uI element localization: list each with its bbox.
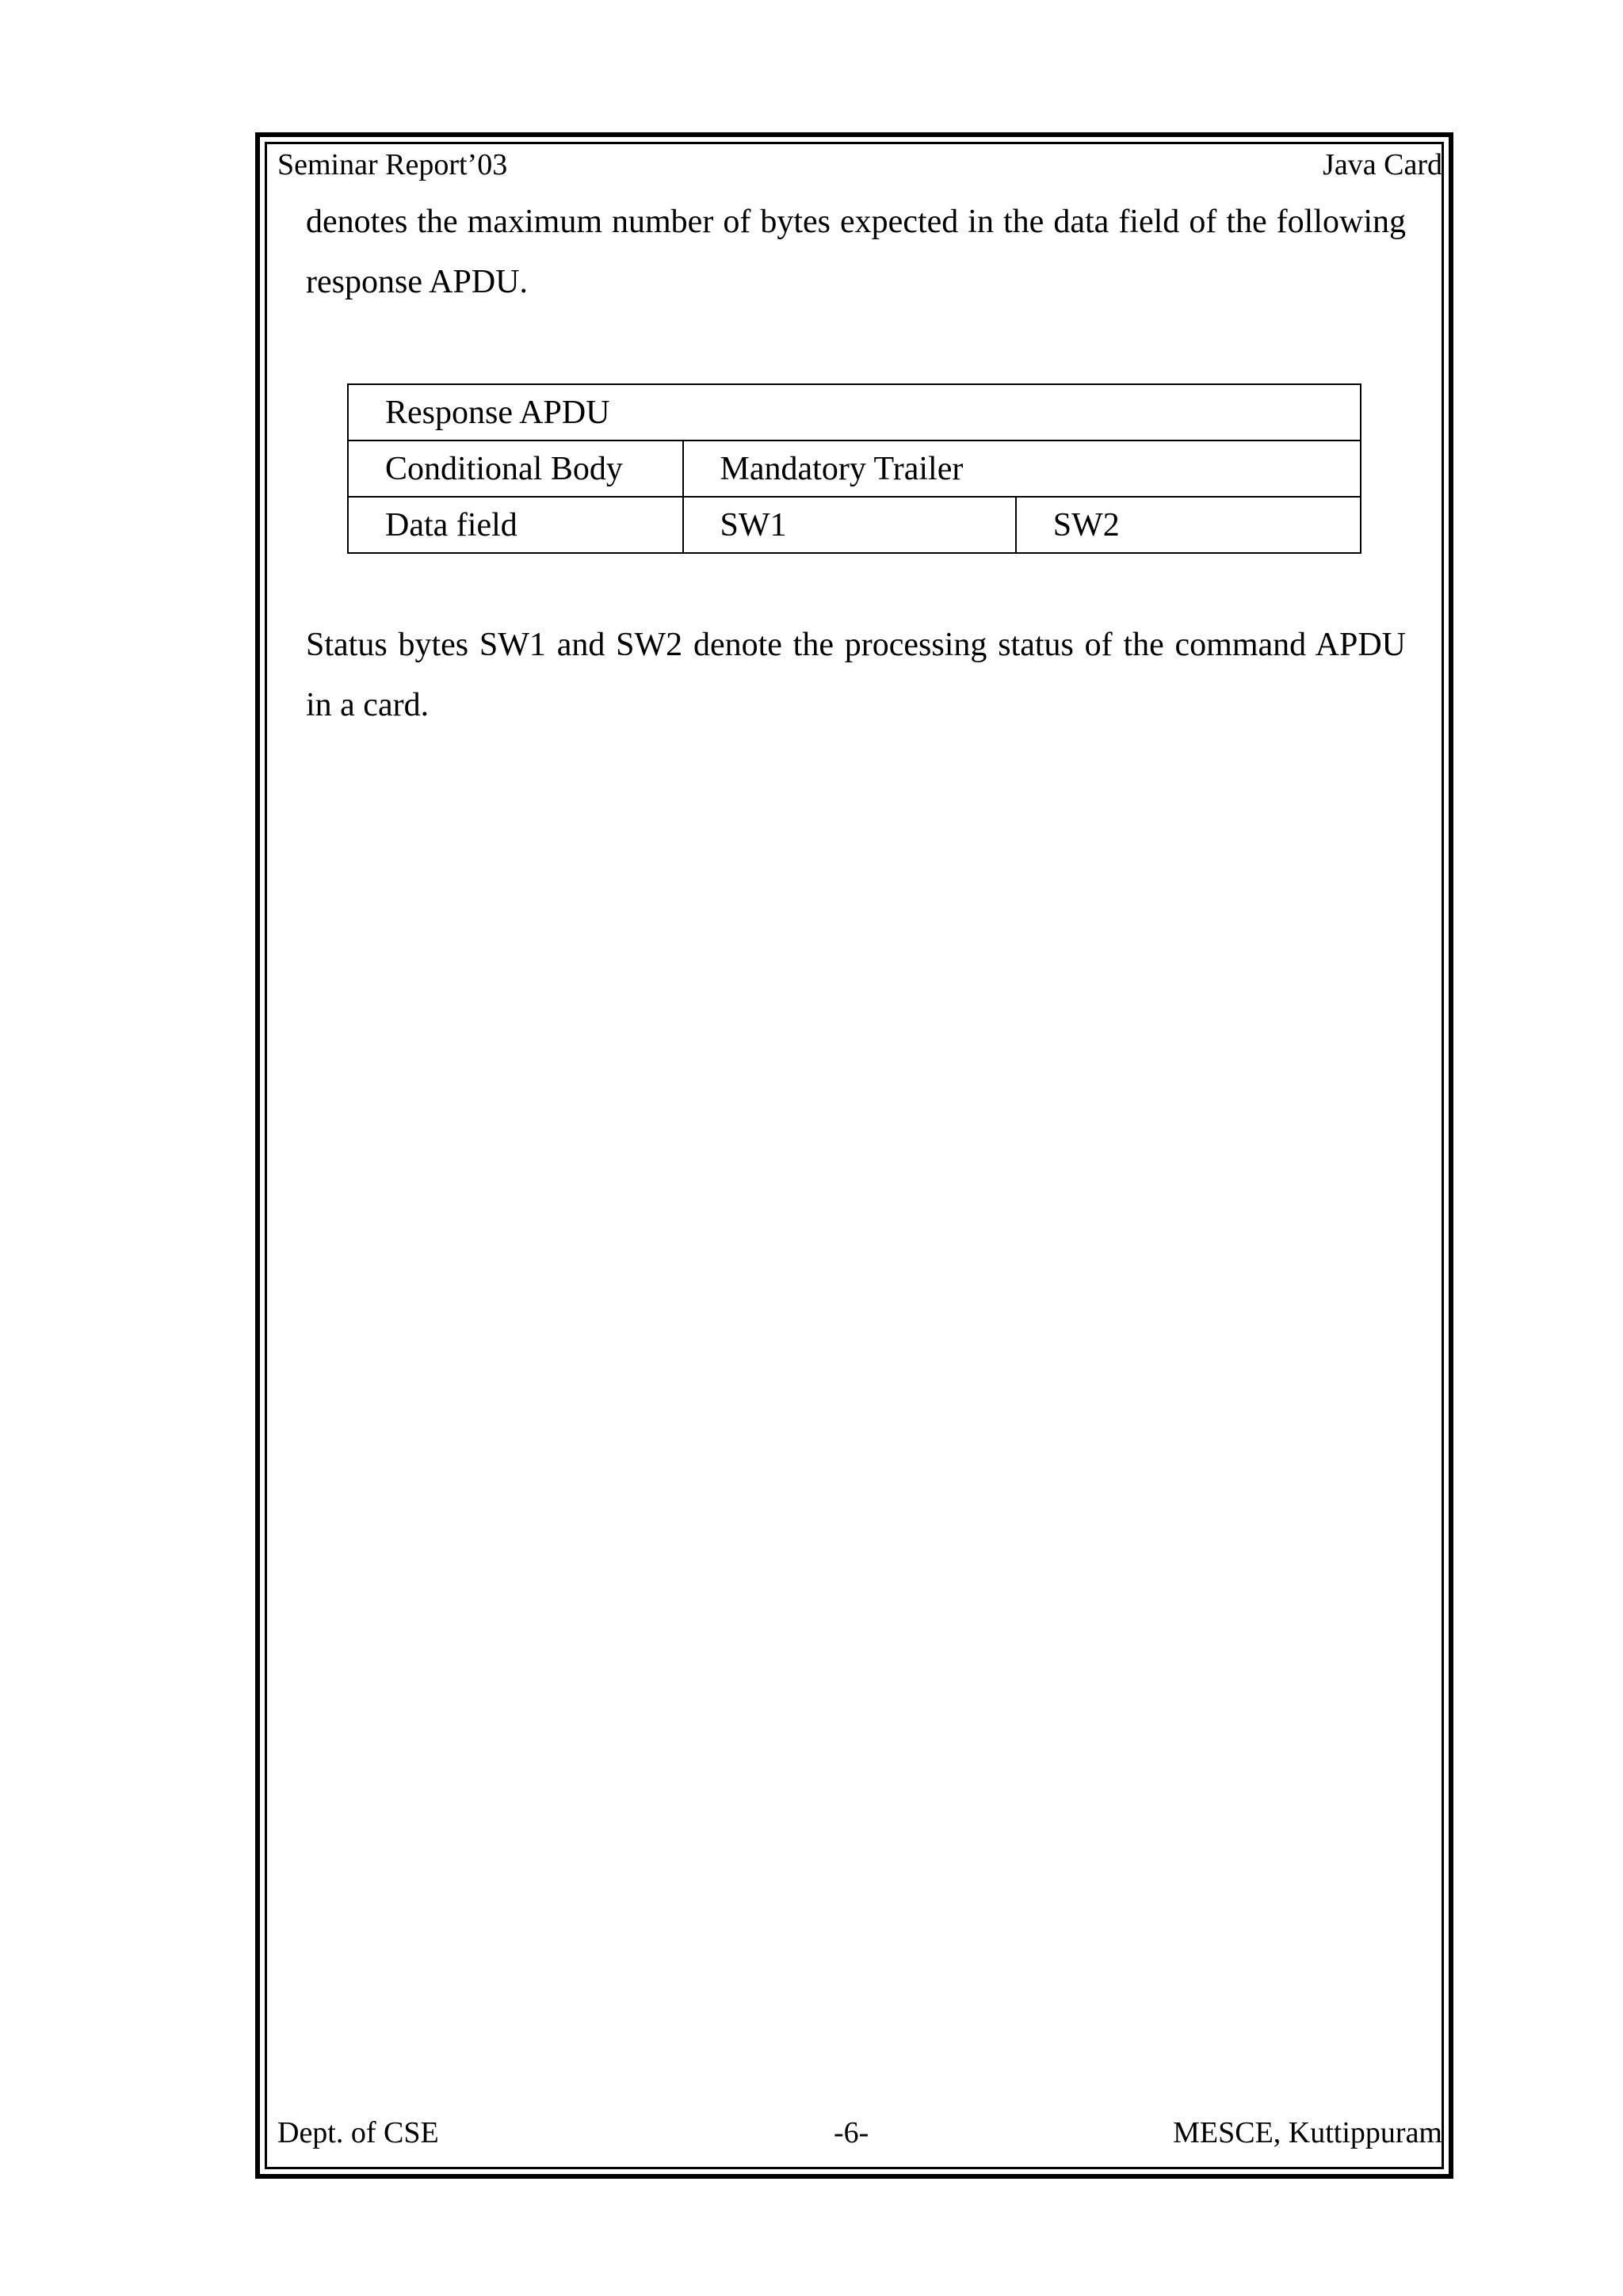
paragraph-continuation: denotes the maximum number of bytes expected in the data field of the following response APDU. (306, 204, 1406, 300)
footer-page-number: -6- (834, 2116, 869, 2149)
table-cell-mandatory-trailer: Mandatory Trailer (683, 441, 1361, 497)
response-apdu-table (347, 383, 1361, 554)
table-cell-data-field: Data field (348, 497, 683, 553)
footer-department: Dept. of CSE (277, 2116, 439, 2149)
table-title-cell: Response APDU (348, 384, 1361, 441)
header-report-title: Seminar Report’03 (277, 148, 508, 181)
paragraph-status-bytes: Status bytes SW1 and SW2 denote the processing status of the command APDU in a card. (306, 627, 1406, 723)
header-topic: Java Card (1323, 148, 1442, 181)
table-cell-sw1: SW1 (683, 497, 1016, 553)
footer-institution: MESCE, Kuttippuram (1173, 2116, 1442, 2149)
table-cell-conditional-body: Conditional Body (348, 441, 683, 497)
table-cell-sw2: SW2 (1016, 497, 1361, 553)
table-row (348, 497, 1361, 553)
table-row (348, 441, 1361, 497)
table-row (348, 384, 1361, 441)
